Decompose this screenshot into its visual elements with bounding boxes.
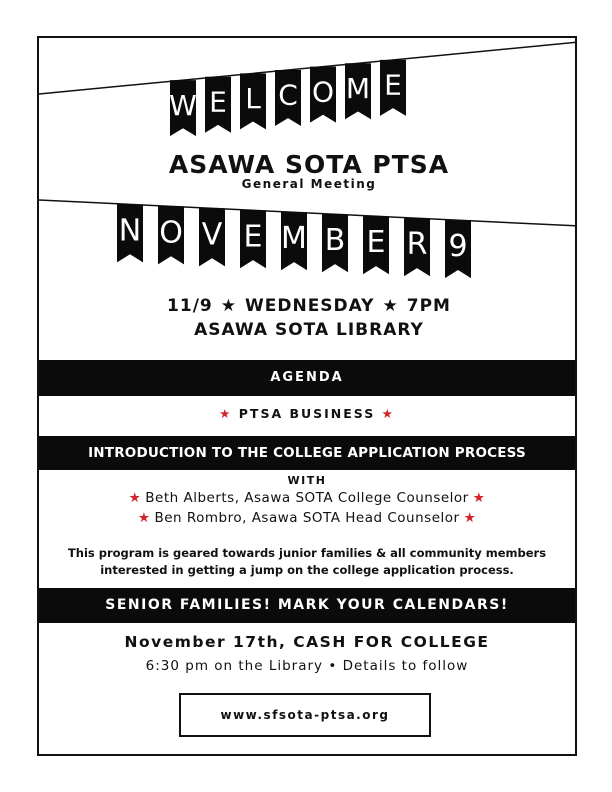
star-icon: ★	[381, 406, 395, 421]
date-flag	[363, 216, 389, 274]
speaker-name: Beth Alberts, Asawa SOTA College Counselor	[145, 490, 469, 506]
welcome-letter: M	[345, 72, 371, 106]
welcome-flag	[240, 73, 266, 129]
agenda-heading: AGENDA	[39, 360, 575, 396]
speaker-line	[39, 490, 575, 506]
date-letter: M	[281, 221, 307, 257]
date-flag	[240, 210, 266, 268]
date-flag	[445, 220, 471, 278]
welcome-letter: C	[278, 78, 298, 112]
agenda-item-intro-heading: INTRODUCTION TO THE COLLEGE APPLICATION PROCESS	[39, 436, 575, 470]
welcome-flag	[345, 63, 371, 119]
date-letter: N	[118, 213, 142, 249]
senior-families-heading: SENIOR FAMILIES! MARK YOUR CALENDARS!	[39, 588, 575, 623]
event-time: 7PM	[406, 296, 451, 316]
date-bunting	[117, 204, 471, 278]
date-flag	[322, 214, 348, 272]
star-icon: ★	[220, 296, 237, 316]
star-icon: ★	[128, 490, 142, 506]
speaker-line	[39, 510, 575, 526]
welcome-flag	[380, 60, 406, 116]
date-letter: E	[366, 225, 386, 261]
welcome-flag	[310, 67, 336, 123]
speaker-name: Ben Rombro, Asawa SOTA Head Counselor	[154, 510, 460, 526]
star-icon: ★	[137, 510, 151, 526]
date-letter: B	[324, 223, 346, 259]
welcome-letter: O	[311, 75, 335, 109]
agenda-item-business	[39, 406, 575, 421]
star-icon: ★	[382, 296, 399, 316]
welcome-letter: W	[169, 88, 197, 122]
event-date: 11/9	[167, 296, 213, 316]
program-note-line: This program is geared towards junior families & all community members	[67, 546, 547, 560]
date-flag	[281, 212, 307, 270]
organization-name: ASAWA SOTA PTSA	[168, 150, 450, 179]
business-label: PTSA BUSINESS	[238, 406, 376, 421]
with-label: WITH	[287, 474, 327, 487]
cash-for-college-details: 6:30 pm on the Library • Details to follow	[145, 658, 469, 674]
website-link[interactable]: www.sfsota-ptsa.org	[179, 693, 431, 737]
star-icon: ★	[219, 406, 233, 421]
welcome-bunting	[169, 60, 406, 136]
date-letter: E	[243, 219, 263, 255]
star-icon: ★	[463, 510, 477, 526]
welcome-flag	[205, 77, 231, 133]
date-flag	[117, 204, 143, 262]
event-day: WEDNESDAY	[244, 296, 375, 316]
welcome-flag	[169, 80, 197, 136]
cash-for-college-title: November 17th, CASH FOR COLLEGE	[124, 633, 490, 651]
date-flag	[404, 218, 430, 276]
date-letter: V	[201, 217, 223, 253]
welcome-letter: L	[245, 82, 261, 116]
date-letter: O	[159, 215, 183, 251]
program-note-line: interested in getting a jump on the college application process.	[100, 563, 514, 577]
date-flag	[158, 206, 184, 264]
event-date-time	[39, 296, 577, 316]
date-letter: 9	[448, 229, 468, 265]
date-letter: R	[406, 227, 428, 263]
top-bunting-string	[39, 42, 577, 94]
date-flag	[199, 208, 225, 266]
program-note	[39, 545, 575, 579]
welcome-letter: E	[384, 68, 402, 102]
event-location: ASAWA SOTA LIBRARY	[194, 320, 424, 340]
flyer-frame	[37, 36, 577, 756]
welcome-letter: E	[209, 85, 227, 119]
meeting-type: General Meeting	[241, 177, 377, 191]
star-icon: ★	[472, 490, 486, 506]
welcome-flag	[275, 70, 301, 126]
